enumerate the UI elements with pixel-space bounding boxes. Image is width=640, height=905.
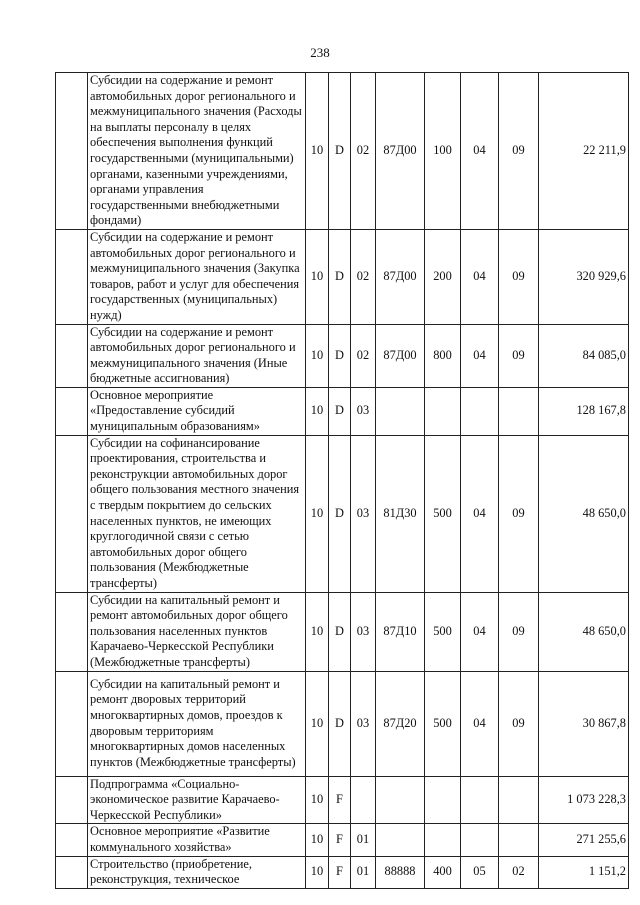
blank-cell [56,776,88,824]
amount: 271 255,6 [539,824,629,856]
direction-code [376,387,425,435]
direction-code: 87Д20 [376,671,425,776]
subprogram-code: D [329,387,351,435]
subprogram-code: D [329,592,351,671]
section-code [461,387,499,435]
subprogram-code: D [329,229,351,324]
table-row [56,592,629,671]
subsection-code: 09 [499,592,539,671]
subsection-code: 09 [499,73,539,230]
main-event-code: 01 [351,856,376,888]
table-row [56,435,629,592]
subprogram-code: F [329,824,351,856]
table-row [56,387,629,435]
table-row [56,671,629,776]
amount: 30 867,8 [539,671,629,776]
item-name: Субсидии на содержание и ремонт автомобильных дорог регионального и межмуниципального значения (Иные бюджетные ассигнования) [88,324,306,387]
blank-cell [56,229,88,324]
expense-type-code: 200 [425,229,461,324]
program-code: 10 [306,229,329,324]
section-code [461,824,499,856]
section-code: 04 [461,435,499,592]
expense-type-code: 800 [425,324,461,387]
direction-code [376,776,425,824]
subsection-code [499,387,539,435]
amount: 1 073 228,3 [539,776,629,824]
direction-code: 87Д00 [376,324,425,387]
expense-type-code: 500 [425,592,461,671]
amount: 84 085,0 [539,324,629,387]
program-code: 10 [306,671,329,776]
subprogram-code: D [329,73,351,230]
direction-code: 81Д30 [376,435,425,592]
subprogram-code: F [329,856,351,888]
program-code: 10 [306,324,329,387]
section-code: 04 [461,229,499,324]
item-name: Субсидии на капитальный ремонт и ремонт автомобильных дорог общего пользования населенных пунктов Карачаево-Черкесской Республики (Межбюджетные трансферты) [88,592,306,671]
expense-type-code: 400 [425,856,461,888]
blank-cell [56,387,88,435]
expense-type-code: 100 [425,73,461,230]
main-event-code: 03 [351,592,376,671]
program-code: 10 [306,824,329,856]
section-code [461,776,499,824]
table-row [56,73,629,230]
main-event-code: 03 [351,435,376,592]
amount: 1 151,2 [539,856,629,888]
expense-type-code: 500 [425,671,461,776]
page-number: 238 [310,45,330,60]
subsection-code: 09 [499,324,539,387]
subprogram-code: D [329,435,351,592]
direction-code: 88888 [376,856,425,888]
budget-table [55,72,629,889]
expense-type-code: 500 [425,435,461,592]
subsection-code [499,776,539,824]
main-event-code: 01 [351,824,376,856]
item-name: Субсидии на содержание и ремонт автомобильных дорог регионального и межмуниципального значения (Расходы на выплаты персоналу в целях обеспечения выполнения функций государственными (муниципальными) органами, казенными учреждениями, органами управления государственными внебюджетными фондами) [88,73,306,230]
item-name: Субсидии на софинансирование проектирования, строительства и реконструкции автомобильных дорог общего пользования местного значения с твердым покрытием до сельских населенных пунктов, не имеющих круглогодичной связи с сетью автомобильных дорог общего пользования (Межбюджетные трансферты) [88,435,306,592]
direction-code: 87Д00 [376,73,425,230]
item-name: Субсидии на капитальный ремонт и ремонт дворовых территорий многоквартирных домов, проездов к дворовым территориям многоквартирных домов населенных пунктов (Межбюджетные трансферты) [88,671,306,776]
program-code: 10 [306,435,329,592]
direction-code: 87Д00 [376,229,425,324]
blank-cell [56,435,88,592]
blank-cell [56,671,88,776]
item-name: Подпрограмма «Социально-экономическое развитие Карачаево-Черкесской Республики» [88,776,306,824]
item-name: Строительство (приобретение, реконструкция, техническое [88,856,306,888]
program-code: 10 [306,592,329,671]
subsection-code: 09 [499,671,539,776]
subprogram-code: D [329,671,351,776]
subsection-code: 02 [499,856,539,888]
program-code: 10 [306,776,329,824]
section-code: 04 [461,324,499,387]
program-code: 10 [306,73,329,230]
subsection-code [499,824,539,856]
blank-cell [56,824,88,856]
table-row [56,856,629,888]
amount: 22 211,9 [539,73,629,230]
main-event-code: 03 [351,387,376,435]
subprogram-code: D [329,324,351,387]
table-row [56,324,629,387]
main-event-code: 03 [351,671,376,776]
section-code: 04 [461,73,499,230]
direction-code: 87Д10 [376,592,425,671]
blank-cell [56,856,88,888]
program-code: 10 [306,856,329,888]
blank-cell [56,73,88,230]
amount: 48 650,0 [539,435,629,592]
blank-cell [56,324,88,387]
expense-type-code [425,387,461,435]
main-event-code [351,776,376,824]
main-event-code: 02 [351,229,376,324]
section-code: 05 [461,856,499,888]
blank-cell [56,592,88,671]
section-code: 04 [461,671,499,776]
expense-type-code [425,824,461,856]
direction-code [376,824,425,856]
amount: 320 929,6 [539,229,629,324]
item-name: Субсидии на содержание и ремонт автомобильных дорог регионального и межмуниципального значения (Закупка товаров, работ и услуг для обеспечения государственных (муниципальных) нужд) [88,229,306,324]
amount: 128 167,8 [539,387,629,435]
item-name: Основное мероприятие «Развитие коммунального хозяйства» [88,824,306,856]
section-code: 04 [461,592,499,671]
table-row [56,824,629,856]
subprogram-code: F [329,776,351,824]
subsection-code: 09 [499,435,539,592]
expense-type-code [425,776,461,824]
subsection-code: 09 [499,229,539,324]
table-row [56,776,629,824]
item-name: Основное мероприятие «Предоставление субсидий муниципальным образованиям» [88,387,306,435]
main-event-code: 02 [351,324,376,387]
program-code: 10 [306,387,329,435]
main-event-code: 02 [351,73,376,230]
amount: 48 650,0 [539,592,629,671]
table-row [56,229,629,324]
